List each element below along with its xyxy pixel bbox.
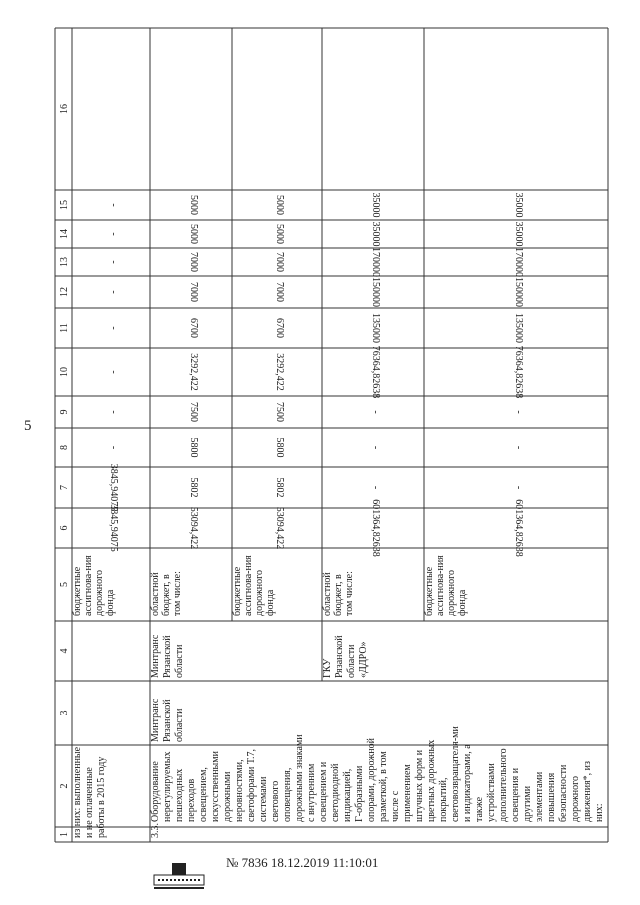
- row-3-3-sub-1-value-13: 7000: [274, 252, 285, 272]
- row-3-3-sub-2-value-10: 76364,82638: [370, 345, 381, 399]
- header-col-10: 10: [59, 367, 70, 377]
- row-3-3-sub-3-value-7: -: [513, 485, 524, 490]
- row-3-3-sub-3-value-14: 35000: [513, 221, 524, 247]
- row-3-3-sub-0-value-6: 53094,422: [188, 506, 199, 550]
- row-3-3-description: Оборудованиенерегулируемыхпешеходныхпереходовосвещением,искусственнымидорожныминеровностями,светофорами Т.7,системамисветовогооповещения,дорожными знакамис внутреннимосвещением исветодиоднойиндикацией,Г-образнымиопорами, дорожнойразметкой, в томчисле сприменениемштучных форм ицветных дорожныхпокрытий,световозвращателя-мии индикаторами, атакжеустройствамидополнительногоосвещения идругимиэлементамиповышениябезопасностидорожногодвижения*, изних:: [150, 726, 605, 822]
- row-3-3-sub-1-value-15: 5000: [274, 195, 285, 215]
- header-col-8: 8: [59, 445, 70, 450]
- header-col-4: 4: [59, 648, 70, 654]
- row-3-3-sub-2-value-12: 150000: [370, 277, 381, 307]
- row-3-3-sub-0-value-10: 3292,422: [188, 353, 199, 391]
- row-3-3-sub-0-value-14: 5000: [188, 224, 199, 244]
- row-3-3-sub-0-value-11: 6700: [188, 318, 199, 338]
- header-col-1: 1: [59, 832, 70, 837]
- row-3-3-sub-2-value-7: -: [370, 485, 381, 490]
- row-3-3-number: 3.3.: [150, 823, 161, 838]
- row-2015-value-15: -: [108, 203, 119, 207]
- header-col-3: 3: [59, 710, 70, 716]
- header-col-14: 14: [59, 229, 70, 239]
- row-2015-value-8: -: [108, 445, 119, 450]
- row-3-3-sub-0-value-12: 7000: [188, 282, 199, 302]
- header-col-7: 7: [59, 485, 70, 490]
- row-3-3-sub-0-value-8: 5800: [188, 437, 199, 458]
- row-3-3-sub-1-value-12: 7000: [274, 282, 285, 302]
- header-col-15: 15: [59, 200, 70, 210]
- row-2015-value-10: -: [108, 370, 119, 374]
- row-3-3-sub-1-value-8: 5800: [274, 437, 285, 458]
- row-3-3-sub-0-value-13: 7000: [188, 252, 199, 272]
- row-3-3-sub-3-value-9: -: [513, 410, 524, 414]
- row-3-3-sub-3-value-11: 135000: [513, 313, 524, 343]
- row-3-3-sub-3-value-15: 35000: [513, 192, 524, 218]
- row-3-3-sub-2-value-13: 170000: [370, 247, 381, 277]
- row-3-3-sub-2-value-6: 601364,82638: [370, 499, 381, 557]
- header-col-9: 9: [59, 409, 70, 415]
- row-3-3-sub-1-value-14: 5000: [274, 224, 285, 244]
- header-col-11: 11: [59, 323, 70, 333]
- stamp-emblem-icon: [150, 861, 208, 891]
- row-3-3-sub-1-funding: бюджетныеассигнова-ниядорожногофонда: [232, 555, 276, 616]
- row-3-3-sub-2-value-15: 35000: [370, 192, 381, 218]
- page-number: 5: [24, 418, 32, 434]
- row-3-3-sub-0-funding: областнойбюджет, втом числе:: [150, 571, 183, 616]
- row-2015-value-6: 3845,94075: [108, 504, 119, 552]
- row-2015-value-14: -: [108, 232, 119, 236]
- header-col-12: 12: [59, 287, 70, 297]
- row-3-3-sub-2-value-8: -: [370, 445, 381, 450]
- header-col-16: 16: [59, 104, 70, 114]
- header-col-2: 2: [59, 783, 70, 789]
- row-2015-value-9: -: [108, 410, 119, 414]
- row-3-3-col4-a: МинтрансРязанскойобласти: [150, 634, 185, 678]
- row-3-3-sub-0-value-7: 5802: [188, 477, 199, 498]
- row-2015-value-13: -: [108, 260, 119, 264]
- row-3-3-sub-3-value-8: -: [513, 445, 524, 450]
- row-3-3-sub-3-value-13: 170000: [513, 247, 524, 277]
- header-col-6: 6: [59, 525, 70, 531]
- row-3-3-sub-3-value-10: 76364,82638: [513, 345, 524, 399]
- row-2015-value-12: -: [108, 290, 119, 294]
- document-stamp: [150, 855, 550, 895]
- row-3-3-sub-1-value-9: 7500: [274, 402, 285, 422]
- row-2015-description: из них: выполненныеи не оплаченныеработы в 2015 году: [72, 746, 107, 838]
- row-3-3-sub-1-value-10: 3292,422: [274, 353, 285, 391]
- row-3-3-sub-2-value-9: -: [370, 410, 381, 414]
- row-3-3-col4-b: ГКУРязанскойобласти«ДДРО»: [322, 635, 369, 678]
- row-2015-funding: бюджетныеассигнова-ниядорожногофонда: [72, 555, 116, 616]
- row-3-3-sub-3-value-12: 150000: [513, 277, 524, 307]
- row-3-3-sub-0-value-9: 7500: [188, 402, 199, 422]
- row-3-3-sub-2-funding: областнойбюджет, втом числе:: [322, 571, 355, 616]
- row-3-3-sub-0-value-15: 5000: [188, 195, 199, 215]
- row-3-3-sub-2-value-14: 35000: [370, 221, 381, 247]
- row-3-3-sub-1-value-6: 53094,422: [274, 506, 285, 550]
- row-3-3-sub-3-funding: бюджетныеассигнова-ниядорожногофонда: [424, 555, 468, 616]
- row-3-3-sub-1-value-7: 5802: [274, 477, 285, 498]
- row-3-3-sub-1-value-11: 6700: [274, 318, 285, 338]
- header-col-13: 13: [59, 257, 70, 267]
- header-col-5: 5: [59, 582, 70, 587]
- row-3-3-col3: МинтрансРязанскойобласти: [150, 698, 185, 742]
- row-2015-value-7: 3845,94075: [108, 463, 119, 512]
- row-3-3-sub-3-value-6: 601364,82638: [513, 499, 524, 557]
- stamp-text: № 7836 18.12.2019 11:10:01: [226, 855, 379, 870]
- row-2015-value-11: -: [108, 326, 119, 330]
- row-3-3-sub-2-value-11: 135000: [370, 313, 381, 343]
